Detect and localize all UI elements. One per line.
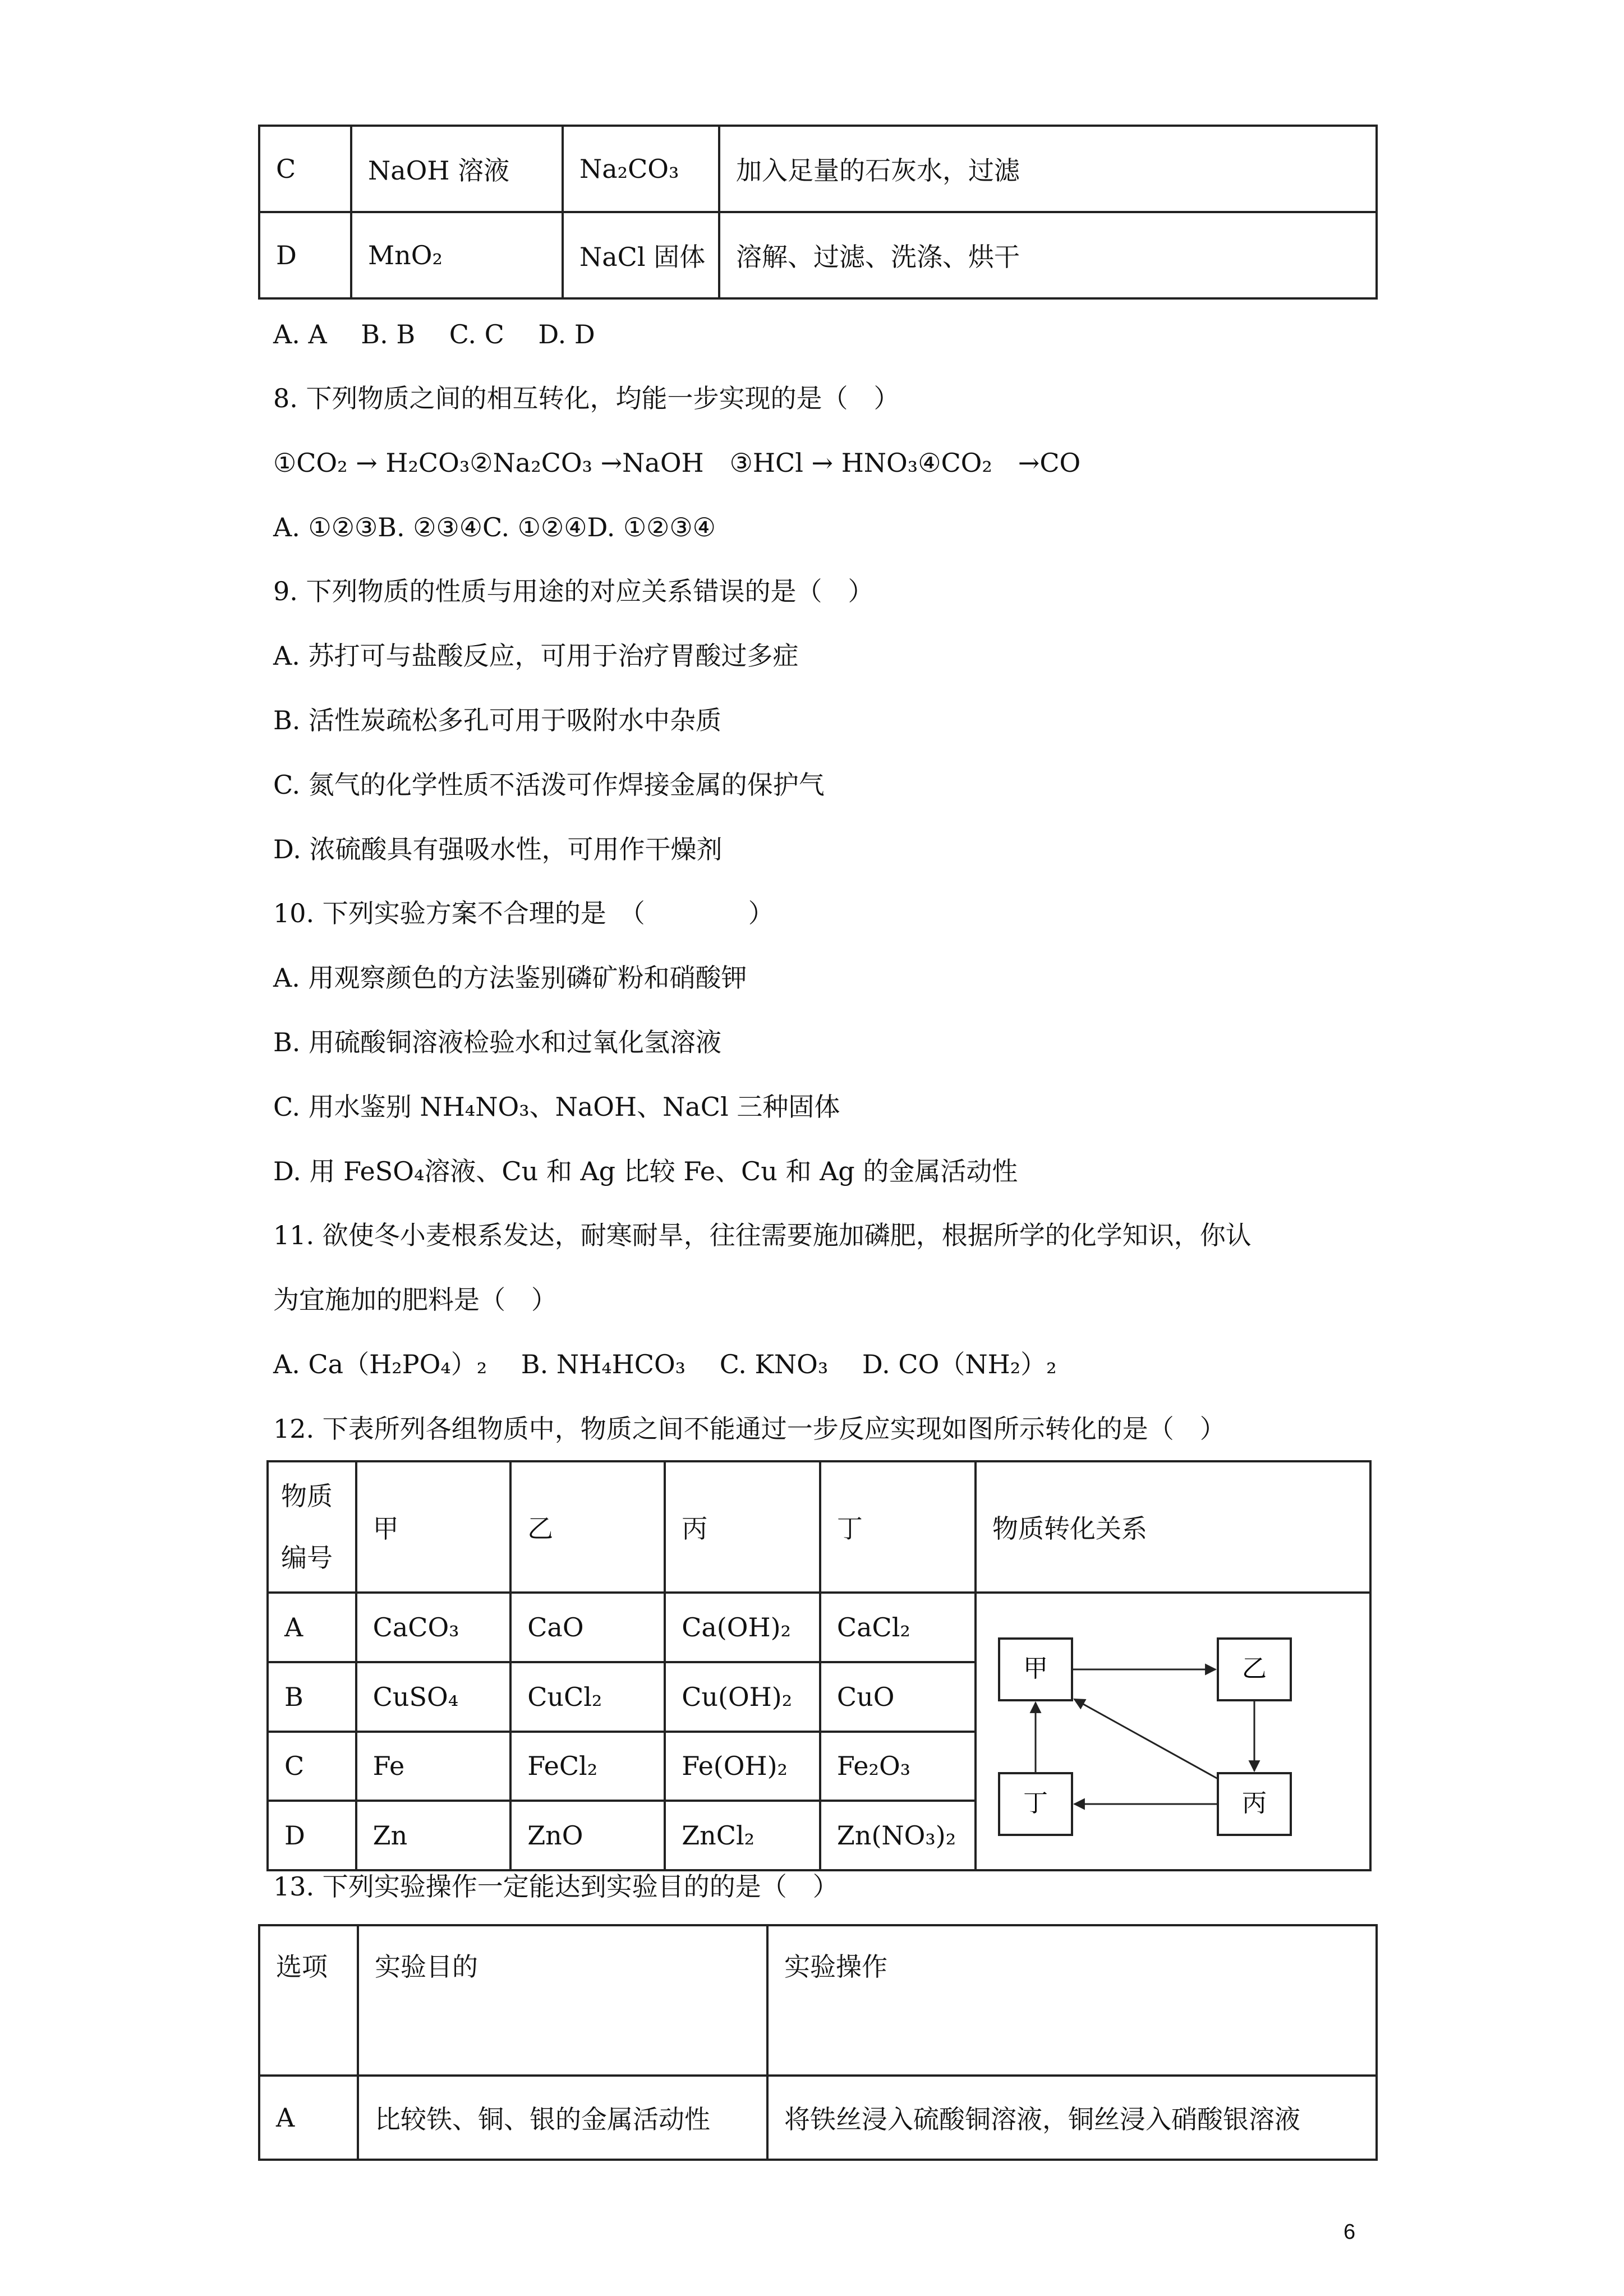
q9-option-b: B. 活性炭疏松多孔可用于吸附水中杂质 (273, 705, 722, 735)
conversion-diagram-cell (976, 1593, 1370, 1870)
page-number: 6 (1344, 2220, 1356, 2244)
table-cell: Zn (356, 1801, 511, 1870)
table-row (259, 2076, 1377, 2160)
q10-option-c: C. 用水鉴别 NH₄NO₃、NaOH、NaCl 三种固体 (273, 1092, 840, 1122)
node-bing-label: 丙 (1242, 1789, 1267, 1818)
header-cell: 物质编号 (268, 1461, 356, 1593)
substance-cell: MnO₂ (351, 212, 563, 298)
table-cell: Fe(OH)₂ (665, 1732, 820, 1801)
table-cell: FeCl₂ (510, 1732, 665, 1801)
option-cell: D (259, 212, 351, 298)
table-header-row (268, 1461, 1370, 1593)
q8-reactions: ①CO₂ → H₂CO₃②Na₂CO₃ →NaOH ③HCl → HNO₃④CO₂ →CO (273, 448, 1081, 478)
q10-option-d: D. 用 FeSO₄溶液、Cu 和 Ag 比较 Fe、Cu 和 Ag 的金属活动性 (273, 1156, 1018, 1186)
q10-stem: 10. 下列实验方案不合理的是 （ ） (273, 898, 774, 928)
q8-options: A. ①②③B. ②③④C. ①②④D. ①②③④ (273, 512, 716, 542)
q7-options: A. A B. B C. C D. D (273, 319, 595, 349)
table-cell: CuO (820, 1662, 976, 1732)
table-cell: A (268, 1593, 356, 1662)
table-cell: B (268, 1662, 356, 1732)
node-ding-label: 丁 (1023, 1789, 1048, 1818)
header-cell: 甲 (356, 1461, 511, 1593)
header-cell: 丙 (665, 1461, 820, 1593)
conversion-diagram (977, 1594, 1369, 1863)
table-row (259, 126, 1377, 212)
table-cell: D (268, 1801, 356, 1870)
q13-table (258, 1924, 1378, 2161)
table-header-row (259, 1925, 1377, 2076)
header-cell: 乙 (510, 1461, 665, 1593)
impurity-cell: Na₂CO₃ (563, 126, 719, 212)
arrow-bing-jia (1074, 1699, 1218, 1779)
method-cell: 溶解、过滤、洗涤、烘干 (719, 212, 1377, 298)
table-cell: Fe (356, 1732, 511, 1801)
header-cell: 丁 (820, 1461, 976, 1593)
q9-option-d: D. 浓硫酸具有强吸水性，可用作干燥剂 (273, 834, 723, 864)
header-cell: 实验操作 (767, 1925, 1377, 2076)
q11-options: A. Ca（H₂PO₄）₂ B. NH₄HCO₃ C. KNO₃ D. CO（NH₂）₂ (273, 1349, 1057, 1379)
node-jia-label: 甲 (1023, 1654, 1048, 1683)
table-row (268, 1593, 1370, 1662)
q9-stem: 9. 下列物质的性质与用途的对应关系错误的是（ ） (273, 576, 874, 606)
q11-stem: 11. 欲使冬小麦根系发达，耐寒耐旱，往往需要施加磷肥，根据所学的化学知识，你认 (273, 1220, 1252, 1250)
q12-stem: 12. 下表所列各组物质中，物质之间不能通过一步反应实现如图所示转化的是（ ） (273, 1414, 1226, 1444)
table-cell: CaCl₂ (820, 1593, 976, 1662)
table-cell: 比较铁、铜、银的金属活动性 (358, 2076, 767, 2160)
table-row (259, 212, 1377, 298)
q11-stem-cont: 为宜施加的肥料是（ ） (273, 1285, 557, 1315)
table-cell: A (259, 2076, 358, 2160)
q9-option-c: C. 氮气的化学性质不活泼可作焊接金属的保护气 (273, 770, 825, 800)
q13-stem: 13. 下列实验操作一定能达到实验目的的是（ ） (273, 1871, 839, 1902)
substance-cell: NaOH 溶液 (351, 126, 563, 212)
table-cell: CuSO₄ (356, 1662, 511, 1732)
separation-table (258, 125, 1378, 300)
table-cell: CaCO₃ (356, 1593, 511, 1662)
q9-option-a: A. 苏打可与盐酸反应，可用于治疗胃酸过多症 (273, 641, 799, 671)
header-cell: 选项 (259, 1925, 358, 2076)
table-cell: CaO (510, 1593, 665, 1662)
table-cell: Zn(NO₃)₂ (820, 1801, 976, 1870)
q10-option-a: A. 用观察颜色的方法鉴别磷矿粉和硝酸钾 (273, 963, 747, 993)
table-cell: ZnCl₂ (665, 1801, 820, 1870)
table-cell: CuCl₂ (510, 1662, 665, 1732)
header-cell: 物质转化关系 (976, 1461, 1370, 1593)
table-cell: C (268, 1732, 356, 1801)
method-cell: 加入足量的石灰水，过滤 (719, 126, 1377, 212)
table-cell: Ca(OH)₂ (665, 1593, 820, 1662)
table-cell: Fe₂O₃ (820, 1732, 976, 1801)
option-cell: C (259, 126, 351, 212)
table-cell: 将铁丝浸入硫酸铜溶液，铜丝浸入硝酸银溶液 (767, 2076, 1377, 2160)
q10-option-b: B. 用硫酸铜溶液检验水和过氧化氢溶液 (273, 1027, 722, 1057)
impurity-cell: NaCl 固体 (563, 212, 719, 298)
table-cell: Cu(OH)₂ (665, 1662, 820, 1732)
table-cell: ZnO (510, 1801, 665, 1870)
q8-stem: 8. 下列物质之间的相互转化，均能一步实现的是（ ） (273, 383, 900, 413)
q12-table (266, 1460, 1372, 1871)
header-cell: 实验目的 (358, 1925, 767, 2076)
node-yi-label: 乙 (1242, 1654, 1267, 1683)
